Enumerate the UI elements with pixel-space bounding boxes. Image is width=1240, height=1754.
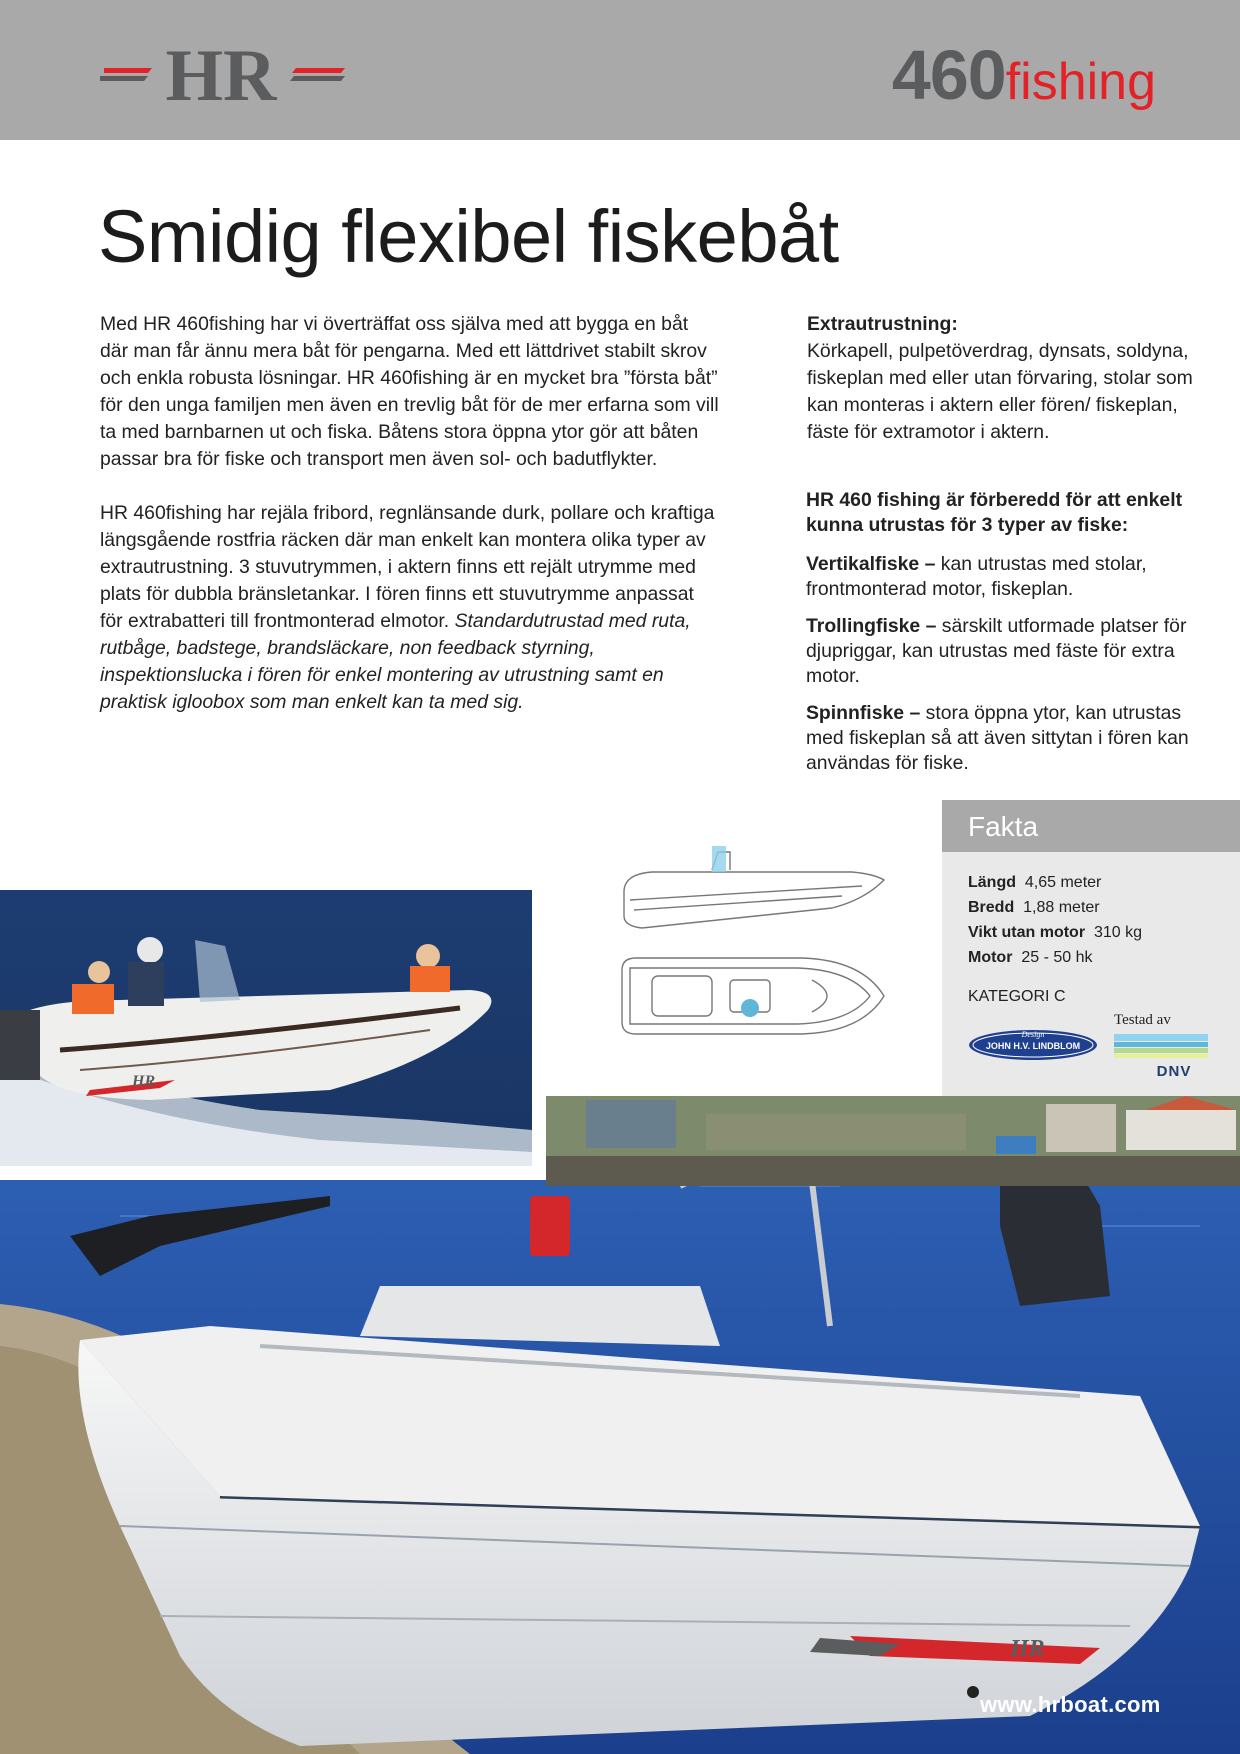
intro-paragraph-2-text: HR 460fishing har rejäla fribord, regnlänsande durk, pollare och kraftiga längsgående rostfria räcken där man enkelt kan montera olika typer av extrautrustning. 3 stuvutrymmen, i aktern finns ett rejält utrymme med plats för dubbla bränsletankar. I fören finns ett stuvutrymme anpassat för extrabatteri till frontmonterad elmotor. [100,502,715,632]
spec-row [968,945,1142,970]
fishing-type-term: Vertikalfiske – [806,553,936,575]
fishing-type-item [806,552,1216,602]
fishing-type-text: kan utrustas med stolar, frontmonterad motor, fiskeplan. [806,553,1147,600]
designer-badge [968,1028,1098,1062]
fishing-type-text: stora öppna ytor, kan utrustas med fiskeplan så att även sittytan i fören kan användas för fiske. [806,702,1189,774]
svg-text:DNV: DNV [1156,1063,1192,1080]
fishing-types-lead: HR 460 fishing är förberedd för att enkelt kunna utrustas för 3 typer av fiske: [806,489,1183,536]
intro-text [100,311,720,716]
dnv-logo [1114,1034,1208,1080]
fishing-type-item [806,614,1216,689]
header-bar [0,0,1240,140]
spec-value: 25 - 50 hk [1021,949,1093,966]
fishing-type-text: särskilt utformade platser för djupriggar, kan utrustas med fäste för extra motor. [806,615,1187,687]
boat-photo-action [0,890,532,1166]
spec-label: Motor [968,949,1013,966]
boat-line-drawing [612,830,902,1075]
svg-text:HR: HR [165,40,277,108]
spec-label: Längd [968,874,1016,891]
model-number: 460 [891,36,1006,114]
fishing-type-item [806,701,1216,776]
svg-text:Design: Design [1021,1030,1045,1039]
spec-value: 4,65 meter [1024,874,1102,891]
spec-row [968,920,1142,945]
extras-heading: Extrautrustning: [807,313,958,335]
svg-text:HR: HR [132,1073,156,1090]
shore-background [546,1096,1240,1186]
spec-value: 1,88 meter [1023,899,1100,916]
fishing-types-block [806,488,1216,788]
hr-logo [100,40,345,108]
fishing-type-term: Trollingfiske – [806,615,937,637]
tested-by-label: Testad av [1114,1012,1171,1028]
spec-label: Vikt utan motor [968,924,1086,941]
standard-equipment-text: Standardutrustad med ruta, rutbåge, badstege, brandsläckare, non feedback styrning, inspektionslucka i fören för enkel montering av utrustning samt en praktisk igloobox som man enkelt kan ta med sig. [100,610,691,713]
fakta-box [942,800,1240,1096]
spec-value: 310 kg [1093,924,1142,941]
model-word: fishing [1005,53,1156,111]
extras-block [807,311,1212,446]
fakta-specs [968,870,1142,970]
intro-paragraph-2 [100,500,720,716]
svg-text:HR: HR [1010,1636,1045,1662]
spec-row [968,870,1142,895]
extras-text: Körkapell, pulpetöverdrag, dynsats, soldyna, fiskeplan med eller utan förvaring, stolar som kan monteras i aktern eller fören/ fiskeplan, fäste för extramotor i aktern. [807,340,1193,443]
fishing-type-term: Spinnfiske – [806,702,921,724]
category-label: KATEGORI C [968,988,1066,1005]
website-url[interactable]: www.hrboat.com [980,1692,1161,1717]
page-title: Smidig flexibel fiskebåt [98,195,839,278]
model-name [891,36,1156,114]
spec-row [968,895,1142,920]
windscreen-icon [712,846,726,872]
boat-photo-main [0,1096,1240,1754]
spec-label: Bredd [968,899,1015,916]
seat-icon [741,999,759,1017]
fakta-heading: Fakta [942,800,1240,852]
svg-text:JOHN H.V. LINDBLOM: JOHN H.V. LINDBLOM [985,1041,1081,1051]
intro-paragraph-1: Med HR 460fishing har vi överträffat oss själva med att bygga en båt där man får ännu mera båt för pengarna. Med ett lättdrivet stabilt skrov och enkla robusta lösningar. HR 460fishing är en mycket bra ”första båt” för den unga familjen men även en trevlig båt för de mer erfarna som vill ta med barnbarnen ut och fiska. Båtens stora öppna ytor gör att båten passar bra för fiske och transport men även sol- och badutflykter. [100,313,719,470]
